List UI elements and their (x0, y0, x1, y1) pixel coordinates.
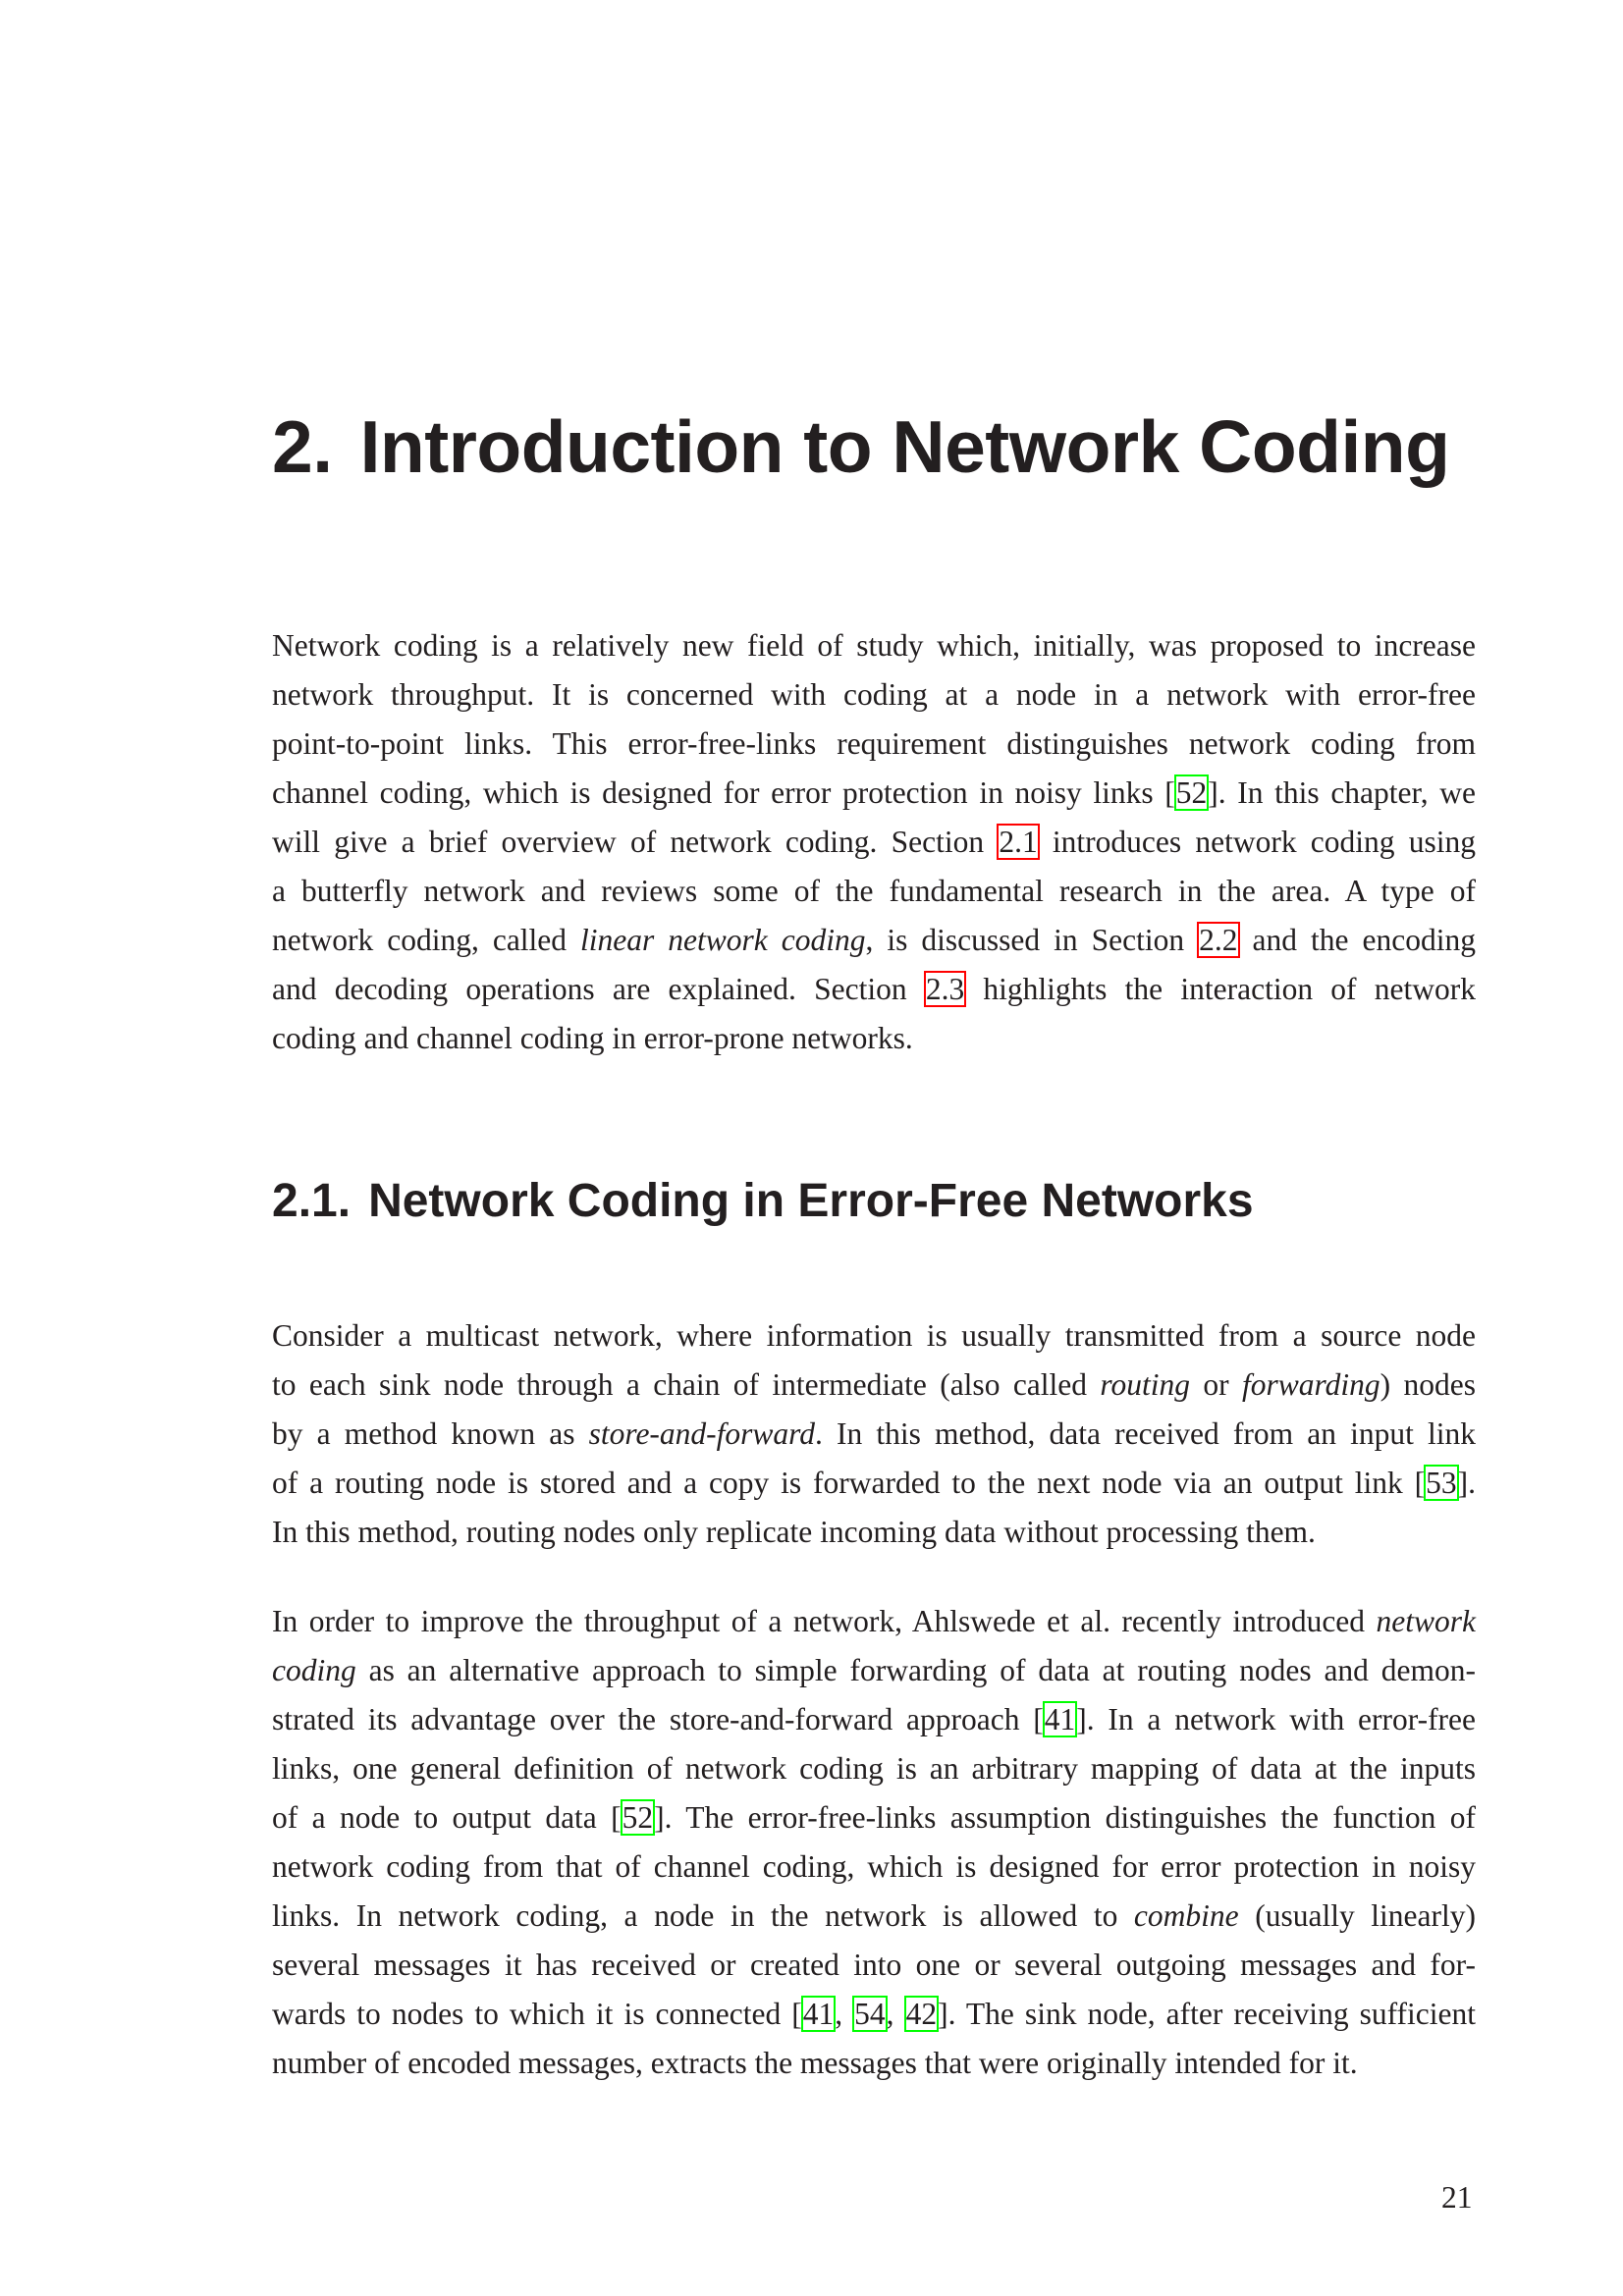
text-line (272, 1459, 1476, 1508)
paragraph-store-and-forward (272, 1311, 1476, 1557)
section-link-2-3[interactable]: 2.3 (925, 972, 965, 1006)
section-number: 2.1. (272, 1175, 352, 1227)
text-fragment: and decoding operations are explained. Section (272, 972, 925, 1006)
section-link-2-1[interactable]: 2.1 (999, 825, 1038, 859)
text-line: coding and channel coding in error-prone networks. (272, 1021, 913, 1055)
text-fragment: to each sink node through a chain of intermediate (also called (272, 1367, 1101, 1402)
emphasis-term: network (1376, 1604, 1476, 1638)
emphasis-term: store-and-forward (588, 1416, 816, 1451)
text-fragment: ]. (1457, 1466, 1476, 1500)
text-line: In this method, routing nodes only replicate incoming data without processing them. (272, 1515, 1316, 1549)
text-line: Consider a multicast network, where information is usually transmitted from a source node (272, 1318, 1476, 1353)
citation-link[interactable]: 41 (1044, 1702, 1076, 1736)
citation-link[interactable]: 53 (1426, 1466, 1457, 1500)
text-line: network throughput. It is concerned with coding at a node in a network with error-free (272, 677, 1476, 712)
text-line: number of encoded messages, extracts the messages that were originally intended for it. (272, 2046, 1358, 2080)
section-title (272, 1175, 1254, 1227)
text-line (272, 1793, 1476, 1842)
text-line (272, 818, 1476, 867)
chapter-title-text: Introduction to Network Coding (359, 405, 1450, 488)
text-fragment: will give a brief overview of network coding. Section (272, 825, 999, 859)
text-line: several messages it has received or created into one or several outgoing messages and for- (272, 1948, 1476, 1982)
text-fragment: and the encoding (1238, 923, 1476, 957)
chapter-title (272, 405, 1450, 488)
text-line: point-to-point links. This error-free-links requirement distinguishes network coding from (272, 726, 1476, 761)
text-fragment: links. In network coding, a node in the network is allowed to (272, 1898, 1134, 1933)
text-fragment: (usually linearly) (1238, 1898, 1476, 1933)
text-fragment: of a routing node is stored and a copy is forwarded to the next node via an output link [ (272, 1466, 1426, 1500)
chapter-number: 2. (272, 405, 333, 488)
text-line: a butterfly network and reviews some of the fundamental research in the area. A type of (272, 874, 1476, 908)
text-line (272, 1695, 1476, 1744)
citation-link[interactable]: 41 (802, 1997, 835, 2031)
emphasis-term: routing (1100, 1367, 1190, 1402)
text-fragment: introduces network coding using (1038, 825, 1476, 859)
text-fragment: as an alternative approach to simple forwarding of data at routing nodes and demon- (355, 1653, 1476, 1687)
emphasis-term: combine (1133, 1898, 1239, 1933)
text-line: Network coding is a relatively new field of study which, initially, was proposed to increase (272, 628, 1476, 663)
text-fragment: , (886, 1997, 905, 2031)
text-line (272, 1410, 1476, 1459)
text-fragment: ]. The error-free-links assumption distinguishes the function of (654, 1800, 1476, 1835)
text-line: links, one general definition of network coding is an arbitrary mapping of data at the inputs (272, 1751, 1476, 1786)
emphasis-term: linear network coding (580, 923, 866, 957)
text-fragment: network coding, called (272, 923, 581, 957)
emphasis-term: forwarding (1242, 1367, 1380, 1402)
paragraph-network-coding-definition (272, 1597, 1476, 2088)
text-fragment: channel coding, which is designed for error protection in noisy links [ (272, 775, 1175, 810)
text-line (272, 1892, 1476, 1941)
text-fragment: wards to nodes to which it is connected [ (272, 1997, 802, 2031)
page-number: 21 (1441, 2180, 1473, 2215)
text-fragment: , is discussed in Section (865, 923, 1199, 957)
text-line (272, 1646, 1476, 1695)
emphasis-term: coding (272, 1653, 356, 1687)
text-fragment: ]. In a network with error-free (1076, 1702, 1477, 1736)
text-fragment: ) nodes (1380, 1367, 1477, 1402)
text-fragment: highlights the interaction of network (965, 972, 1476, 1006)
text-fragment: In order to improve the throughput of a network, Ahlswede et al. recently introduced (272, 1604, 1377, 1638)
text-line (272, 1597, 1476, 1646)
text-line (272, 1361, 1476, 1410)
citation-link[interactable]: 52 (1175, 775, 1208, 810)
text-fragment: strated its advantage over the store-and-forward approach [ (272, 1702, 1044, 1736)
intro-paragraph (272, 621, 1476, 1063)
text-fragment: ]. In this chapter, we (1208, 775, 1476, 810)
text-fragment: of a node to output data [ (272, 1800, 622, 1835)
text-line (272, 769, 1476, 818)
text-fragment: , (835, 1997, 854, 2031)
text-line (272, 916, 1476, 965)
text-fragment: or (1190, 1367, 1243, 1402)
citation-link[interactable]: 42 (905, 1997, 938, 2031)
text-line (272, 1990, 1476, 2039)
text-fragment: by a method known as (272, 1416, 589, 1451)
text-line: network coding from that of channel coding, which is designed for error protection in noisy (272, 1849, 1476, 1884)
text-fragment: . In this method, data received from an input link (815, 1416, 1476, 1451)
section-title-text: Network Coding in Error-Free Networks (368, 1175, 1254, 1227)
text-fragment: ]. The sink node, after receiving sufficient (938, 1997, 1476, 2031)
text-line (272, 965, 1476, 1014)
citation-link[interactable]: 54 (854, 1997, 886, 2031)
citation-link[interactable]: 52 (622, 1800, 654, 1835)
section-link-2-2[interactable]: 2.2 (1199, 923, 1238, 957)
